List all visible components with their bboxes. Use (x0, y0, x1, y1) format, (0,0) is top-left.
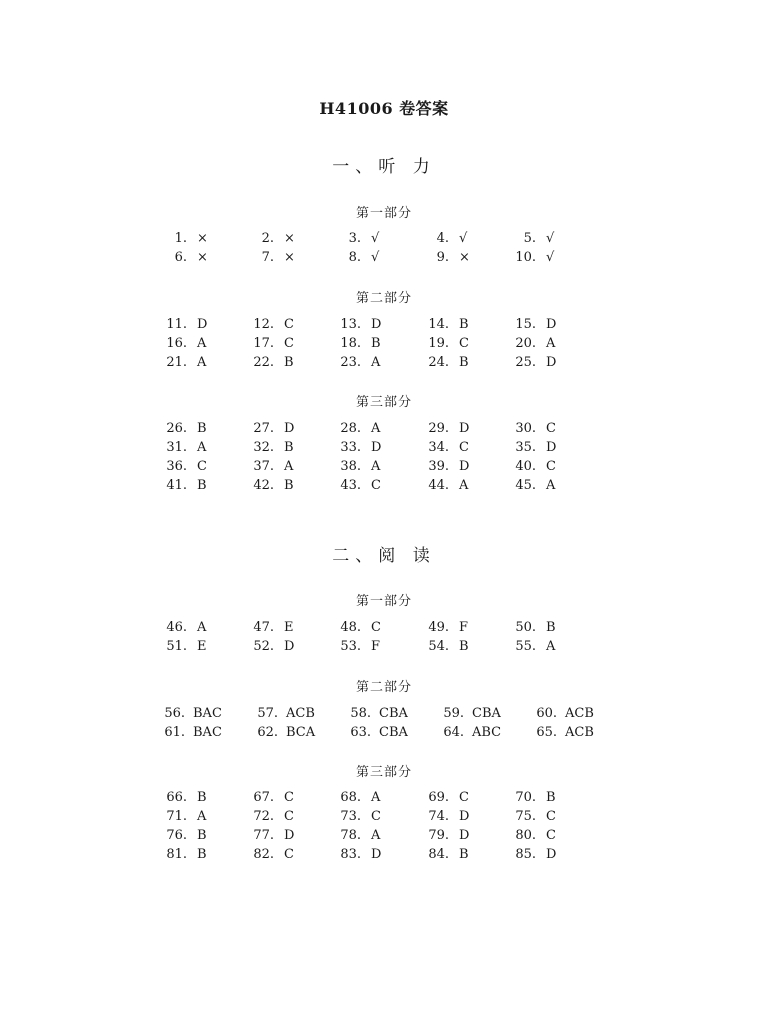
answer-value: C (546, 459, 556, 474)
answer-item (509, 807, 596, 826)
question-number: 31. (166, 440, 187, 455)
answer-item (247, 618, 334, 637)
answer-item (509, 229, 596, 248)
answer-item (247, 419, 334, 438)
question-number: 6. (174, 250, 187, 265)
section-title-listening: 一、听 力 (332, 157, 436, 177)
question-number: 46. (166, 620, 187, 635)
answer-row (160, 353, 600, 372)
question-number: 47. (253, 620, 274, 635)
answer-value: B (284, 440, 294, 455)
answer-item (422, 845, 509, 864)
question-number: 19. (428, 336, 449, 351)
answer-value: B (459, 639, 469, 654)
question-number: 68. (340, 790, 361, 805)
answer-value: C (546, 828, 556, 843)
answer-value: B (371, 336, 381, 351)
question-number: 2. (261, 231, 274, 246)
answer-value: D (546, 355, 557, 370)
answer-value: × (459, 250, 470, 265)
answer-value: C (197, 459, 207, 474)
question-number: 25. (515, 355, 536, 370)
section-title-reading: 二、阅 读 (332, 546, 436, 566)
part-title-reading-2: 第二部分 (355, 680, 412, 695)
answer-value: ACB (286, 706, 315, 721)
answer-value: A (546, 478, 556, 493)
answer-row (160, 807, 600, 826)
question-number: 15. (515, 317, 536, 332)
question-number: 39. (428, 459, 449, 474)
answer-item (247, 229, 334, 248)
part-title-reading-1: 第一部分 (355, 594, 412, 609)
question-number: 45. (515, 478, 536, 493)
answer-row (160, 315, 600, 334)
question-number: 42. (253, 478, 274, 493)
answer-item (334, 438, 422, 457)
answer-value: × (284, 250, 295, 265)
answer-value: D (459, 459, 470, 474)
question-number: 44. (428, 478, 449, 493)
question-number: 74. (428, 809, 449, 824)
answer-item (422, 334, 509, 353)
answer-item (247, 334, 334, 353)
answer-value: A (371, 828, 381, 843)
question-number: 62. (257, 725, 278, 740)
answer-item (247, 315, 334, 334)
answer-item (422, 315, 509, 334)
answer-item (247, 476, 334, 495)
answer-value: √ (546, 250, 555, 265)
answer-item (247, 457, 334, 476)
page-title: H41006 卷答案 (319, 99, 449, 118)
answer-item (160, 248, 247, 267)
answer-item (344, 723, 437, 742)
question-number: 82. (253, 847, 274, 862)
answer-value: D (284, 421, 295, 436)
question-number: 21. (166, 355, 187, 370)
question-number: 48. (340, 620, 361, 635)
question-number: 24. (428, 355, 449, 370)
question-number: 80. (515, 828, 536, 843)
question-number: 13. (340, 317, 361, 332)
answer-item (509, 315, 596, 334)
answer-value: D (459, 421, 470, 436)
answer-item (158, 704, 251, 723)
answer-item (422, 807, 509, 826)
answer-item (334, 807, 422, 826)
answer-value: E (197, 639, 207, 654)
answer-row (160, 334, 600, 353)
question-number: 53. (340, 639, 361, 654)
answer-item (509, 637, 596, 656)
answer-value: √ (546, 231, 555, 246)
answer-value: A (371, 790, 381, 805)
answer-grid-listening-2 (160, 315, 600, 372)
answer-value: × (197, 250, 208, 265)
answer-row (160, 637, 600, 656)
answer-item (530, 723, 623, 742)
answer-item (509, 788, 596, 807)
question-number: 52. (253, 639, 274, 654)
answer-item (422, 637, 509, 656)
question-number: 26. (166, 421, 187, 436)
answer-item (437, 704, 530, 723)
answer-item (422, 618, 509, 637)
answer-value: BAC (193, 725, 222, 740)
answer-item (160, 845, 247, 864)
answer-item (334, 476, 422, 495)
answer-item (160, 618, 247, 637)
answer-value: D (459, 828, 470, 843)
part-title-listening-1: 第一部分 (355, 206, 412, 221)
answer-item (160, 476, 247, 495)
answer-value: D (371, 440, 382, 455)
answer-item (422, 788, 509, 807)
question-number: 43. (340, 478, 361, 493)
answer-item (509, 248, 596, 267)
part-title-listening-3: 第三部分 (355, 395, 412, 410)
answer-item (334, 457, 422, 476)
question-number: 61. (164, 725, 185, 740)
answer-value: CBA (379, 706, 408, 721)
answer-value: A (197, 336, 207, 351)
answer-value: A (546, 336, 556, 351)
question-number: 5. (523, 231, 536, 246)
answer-value: B (459, 317, 469, 332)
answer-value: × (284, 231, 295, 246)
answer-item (422, 457, 509, 476)
answer-item (334, 353, 422, 372)
question-number: 22. (253, 355, 274, 370)
answer-item (334, 248, 422, 267)
answer-value: D (197, 317, 208, 332)
answer-value: ACB (565, 706, 594, 721)
question-number: 3. (348, 231, 361, 246)
question-number: 12. (253, 317, 274, 332)
answer-grid-listening-3 (160, 419, 600, 495)
answer-row (160, 229, 600, 248)
answer-value: A (371, 459, 381, 474)
answer-item (422, 229, 509, 248)
answer-value: D (371, 317, 382, 332)
answer-row (160, 438, 600, 457)
question-number: 35. (515, 440, 536, 455)
question-number: 9. (436, 250, 449, 265)
answer-item (344, 704, 437, 723)
question-number: 8. (348, 250, 361, 265)
answer-item (158, 723, 251, 742)
answer-item (247, 637, 334, 656)
part-title-reading-3: 第三部分 (355, 765, 412, 780)
answer-item (509, 845, 596, 864)
question-number: 79. (428, 828, 449, 843)
question-number: 81. (166, 847, 187, 862)
question-number: 50. (515, 620, 536, 635)
answer-item (160, 826, 247, 845)
answer-value: C (284, 809, 294, 824)
answer-item (422, 476, 509, 495)
answer-value: C (284, 790, 294, 805)
question-number: 40. (515, 459, 536, 474)
answer-row (160, 248, 600, 267)
answer-value: C (459, 440, 469, 455)
answer-item (422, 419, 509, 438)
answer-value: D (284, 828, 295, 843)
answer-row (160, 618, 600, 637)
answer-item (422, 248, 509, 267)
question-number: 4. (436, 231, 449, 246)
answer-row (160, 788, 600, 807)
answer-row (160, 845, 600, 864)
answer-item (160, 788, 247, 807)
answer-item (247, 248, 334, 267)
question-number: 65. (536, 725, 557, 740)
question-number: 59. (443, 706, 464, 721)
answer-item (509, 334, 596, 353)
answer-value: C (371, 620, 381, 635)
question-number: 75. (515, 809, 536, 824)
question-number: 83. (340, 847, 361, 862)
answer-grid-reading-3 (160, 788, 600, 864)
answer-item (160, 457, 247, 476)
question-number: 14. (428, 317, 449, 332)
question-number: 16. (166, 336, 187, 351)
question-number: 37. (253, 459, 274, 474)
answer-value: A (459, 478, 469, 493)
answer-value: B (197, 421, 207, 436)
answer-value: A (546, 639, 556, 654)
answer-item (509, 419, 596, 438)
question-number: 55. (515, 639, 536, 654)
answer-value: C (546, 809, 556, 824)
answer-value: E (284, 620, 294, 635)
answer-item (160, 229, 247, 248)
answer-item (334, 788, 422, 807)
answer-item (247, 353, 334, 372)
question-number: 10. (515, 250, 536, 265)
answer-item (334, 229, 422, 248)
answer-item (437, 723, 530, 742)
answer-value: A (197, 809, 207, 824)
answer-value: B (197, 847, 207, 862)
question-number: 20. (515, 336, 536, 351)
question-number: 76. (166, 828, 187, 843)
answer-value: C (284, 317, 294, 332)
question-number: 72. (253, 809, 274, 824)
answer-value: A (197, 355, 207, 370)
question-number: 85. (515, 847, 536, 862)
question-number: 34. (428, 440, 449, 455)
answer-value: B (459, 355, 469, 370)
answer-item (509, 826, 596, 845)
question-number: 38. (340, 459, 361, 474)
question-number: 11. (166, 317, 187, 332)
question-number: 7. (261, 250, 274, 265)
answer-item (334, 419, 422, 438)
answer-grid-reading-1 (160, 618, 600, 656)
answer-item (247, 807, 334, 826)
answer-item (422, 438, 509, 457)
answer-value: B (197, 790, 207, 805)
answer-item (247, 845, 334, 864)
question-number: 54. (428, 639, 449, 654)
question-number: 78. (340, 828, 361, 843)
answer-item (334, 637, 422, 656)
answer-value: ABC (472, 725, 502, 740)
answer-row (158, 723, 598, 742)
answer-value: √ (371, 231, 380, 246)
answer-value: D (546, 847, 557, 862)
answer-value: √ (459, 231, 468, 246)
question-number: 23. (340, 355, 361, 370)
question-number: 27. (253, 421, 274, 436)
answer-value: BCA (286, 725, 316, 740)
answer-item (160, 353, 247, 372)
answer-item (160, 637, 247, 656)
answer-row (160, 826, 600, 845)
answer-value: D (546, 317, 557, 332)
question-number: 18. (340, 336, 361, 351)
answer-row (160, 457, 600, 476)
question-number: 32. (253, 440, 274, 455)
question-number: 67. (253, 790, 274, 805)
answer-value: A (371, 421, 381, 436)
answer-value: ACB (565, 725, 594, 740)
question-number: 73. (340, 809, 361, 824)
answer-value: B (546, 620, 556, 635)
answer-item (334, 845, 422, 864)
answer-item (160, 315, 247, 334)
question-number: 30. (515, 421, 536, 436)
answer-item (334, 618, 422, 637)
question-number: 51. (166, 639, 187, 654)
answer-item (160, 807, 247, 826)
question-number: 64. (443, 725, 464, 740)
answer-grid-listening-1 (160, 229, 600, 267)
answer-value: C (546, 421, 556, 436)
question-number: 77. (253, 828, 274, 843)
answer-value: BAC (193, 706, 222, 721)
answer-value: C (459, 336, 469, 351)
question-number: 70. (515, 790, 536, 805)
question-number: 41. (166, 478, 187, 493)
answer-item (247, 788, 334, 807)
answer-value: D (546, 440, 557, 455)
answer-value: C (284, 336, 294, 351)
question-number: 36. (166, 459, 187, 474)
answer-item (509, 457, 596, 476)
answer-value: B (197, 828, 207, 843)
question-number: 71. (166, 809, 187, 824)
answer-item (530, 704, 623, 723)
question-number: 84. (428, 847, 449, 862)
answer-item (334, 826, 422, 845)
answer-value: √ (371, 250, 380, 265)
answer-item (509, 618, 596, 637)
answer-value: D (459, 809, 470, 824)
answer-value: C (284, 847, 294, 862)
question-number: 63. (350, 725, 371, 740)
question-number: 33. (340, 440, 361, 455)
answer-value: CBA (379, 725, 408, 740)
question-number: 57. (257, 706, 278, 721)
answer-value: A (371, 355, 381, 370)
question-number: 56. (164, 706, 185, 721)
answer-item (509, 353, 596, 372)
answer-item (160, 438, 247, 457)
answer-item (251, 704, 344, 723)
question-number: 49. (428, 620, 449, 635)
answer-value: × (197, 231, 208, 246)
answer-value: B (459, 847, 469, 862)
question-number: 1. (174, 231, 187, 246)
answer-row (158, 704, 598, 723)
answer-item (247, 826, 334, 845)
answer-item (160, 334, 247, 353)
answer-item (251, 723, 344, 742)
question-number: 58. (350, 706, 371, 721)
answer-item (247, 438, 334, 457)
answer-value: CBA (472, 706, 501, 721)
answer-row (160, 476, 600, 495)
answer-value: C (371, 809, 381, 824)
answer-item (334, 334, 422, 353)
answer-value: A (197, 440, 207, 455)
question-number: 17. (253, 336, 274, 351)
question-number: 60. (536, 706, 557, 721)
answer-value: F (371, 639, 381, 654)
part-title-listening-2: 第二部分 (355, 291, 412, 306)
answer-item (422, 826, 509, 845)
answer-item (422, 353, 509, 372)
answer-value: A (284, 459, 294, 474)
answer-value: C (459, 790, 469, 805)
answer-item (509, 438, 596, 457)
answer-item (509, 476, 596, 495)
answer-value: B (284, 355, 294, 370)
answer-item (334, 315, 422, 334)
answer-value: D (371, 847, 382, 862)
answer-value: B (284, 478, 294, 493)
answer-value: B (546, 790, 556, 805)
answer-value: C (371, 478, 381, 493)
question-number: 66. (166, 790, 187, 805)
answer-value: F (459, 620, 469, 635)
question-number: 28. (340, 421, 361, 436)
answer-grid-reading-2 (158, 704, 598, 742)
question-number: 29. (428, 421, 449, 436)
answer-item (160, 419, 247, 438)
answer-value: B (197, 478, 207, 493)
answer-row (160, 419, 600, 438)
question-number: 69. (428, 790, 449, 805)
answer-value: A (197, 620, 207, 635)
answer-value: D (284, 639, 295, 654)
